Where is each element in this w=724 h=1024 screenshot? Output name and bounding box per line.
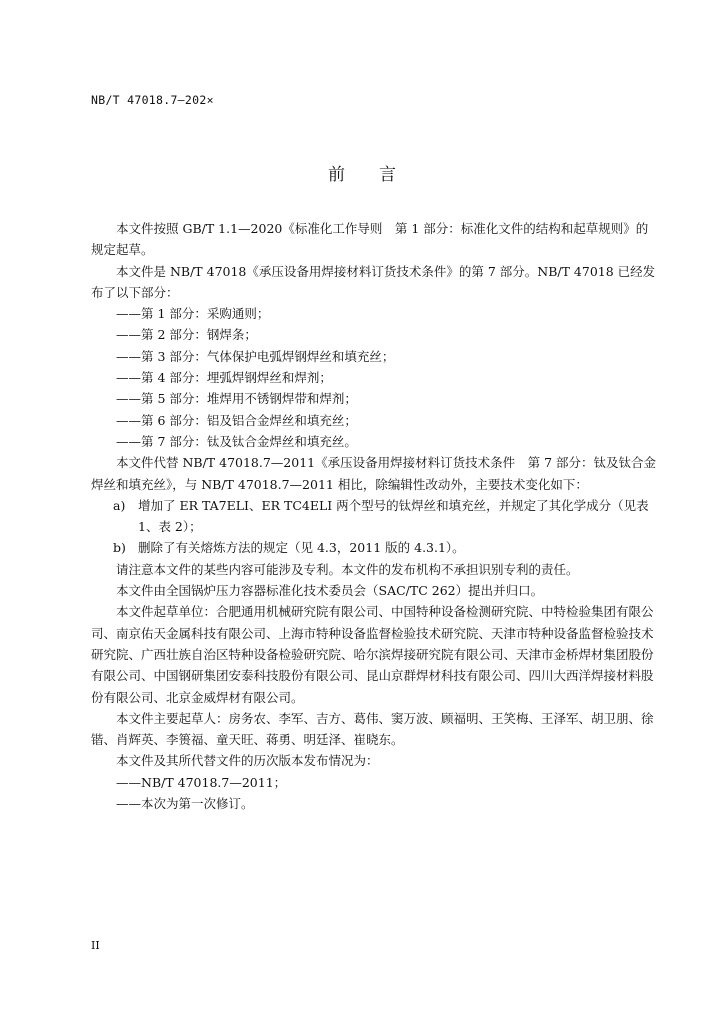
change-item-marker: a) [113, 497, 126, 513]
change-item-text: 增加了 ER TA7ELI、ER TC4ELI 两个型号的钛焊丝和填充丝，并规定了其化学成分（见表 1、表 2）； [138, 497, 649, 535]
part-list-item: ——第 3 部分：气体保护电弧焊钢焊丝和填充丝； [116, 348, 395, 364]
part-list-item: ——第 4 部分：埋弧焊钢焊丝和焊剂； [116, 370, 332, 386]
document-code: NB/T 47018.7—202× [91, 93, 214, 107]
history-item: ——NB/T 47018.7—2011； [116, 774, 287, 790]
document-body [91, 218, 659, 814]
paragraph-proposer: 本文件由全国锅炉压力容器标准化技术委员会（SAC/TC 262）提出并归口。 [116, 583, 544, 599]
part-list-item: ——第 5 部分：堆焊用不锈钢焊带和焊剂； [116, 391, 357, 407]
change-item [91, 495, 659, 538]
paragraph-series-info: 本文件是 NB/T 47018《承压设备用焊接材料订货技术条件》的第 7 部分。NB/T 47018 已经发布了以下部分： [91, 263, 656, 300]
paragraph-history-intro: 本文件及其所代替文件的历次版本发布情况为： [116, 753, 379, 769]
page-title: 前言 [328, 165, 430, 185]
history-item: ——本次为第一次修订。 [116, 796, 254, 812]
page-number: II [91, 939, 100, 952]
paragraph-replacement: 本文件代替 NB/T 47018.7—2011《承压设备用焊接材料订货技术条件 第 7 部分：钛及钛合金焊丝和填充丝》，与 NB/T 47018.7—2011 相比，除编辑性改动外，主要技术变化如下： [91, 455, 657, 492]
part-list-item: ——第 1 部分：采购通则； [116, 306, 270, 322]
part-list-item: ——第 7 部分：钛及钛合金焊丝和填充丝。 [116, 433, 357, 449]
part-list-item: ——第 6 部分：铝及铝合金焊丝和填充丝； [116, 412, 357, 428]
change-item [91, 537, 659, 558]
change-item-text: 删除了有关熔炼方法的规定（见 4.3，2011 版的 4.3.1）。 [138, 540, 465, 556]
paragraph-drafting-basis: 本文件按照 GB/T 1.1—2020《标准化工作导则 第 1 部分：标准化文件的结构和起草规则》的规定起草。 [91, 221, 649, 258]
paragraph-patent-notice: 请注意本文件的某些内容可能涉及专利。本文件的发布机构不承担识别专利的责任。 [116, 561, 579, 577]
paragraph-drafters: 本文件主要起草人：房务农、李军、吉方、葛伟、窦万波、顾福明、王笑梅、王泽军、胡卫朋、徐锴、肖辉英、李篑福、童天旺、蒋勇、明廷泽、崔晓东。 [91, 710, 654, 748]
part-list-item: ——第 2 部分：钢焊条； [116, 327, 257, 343]
paragraph-drafting-units: 本文件起草单位：合肥通用机械研究院有限公司、中国特种设备检测研究院、中特检验集团有限公司、南京佑天金属科技有限公司、上海市特种设备监督检验技术研究院、天津市特种设备监督检验技术研究院、广西壮族自治区特种设备检验研究院、哈尔滨焊接研究院有限公司、天津市金桥焊材集团股份有限公司、中国钢研集团安泰科技股份有限公司、昆山京群焊材科技有限公司、四川大西洋焊接材料股份有限公司、北京金威焊材有限公司。 [91, 604, 654, 705]
change-item-marker: b) [113, 540, 126, 556]
